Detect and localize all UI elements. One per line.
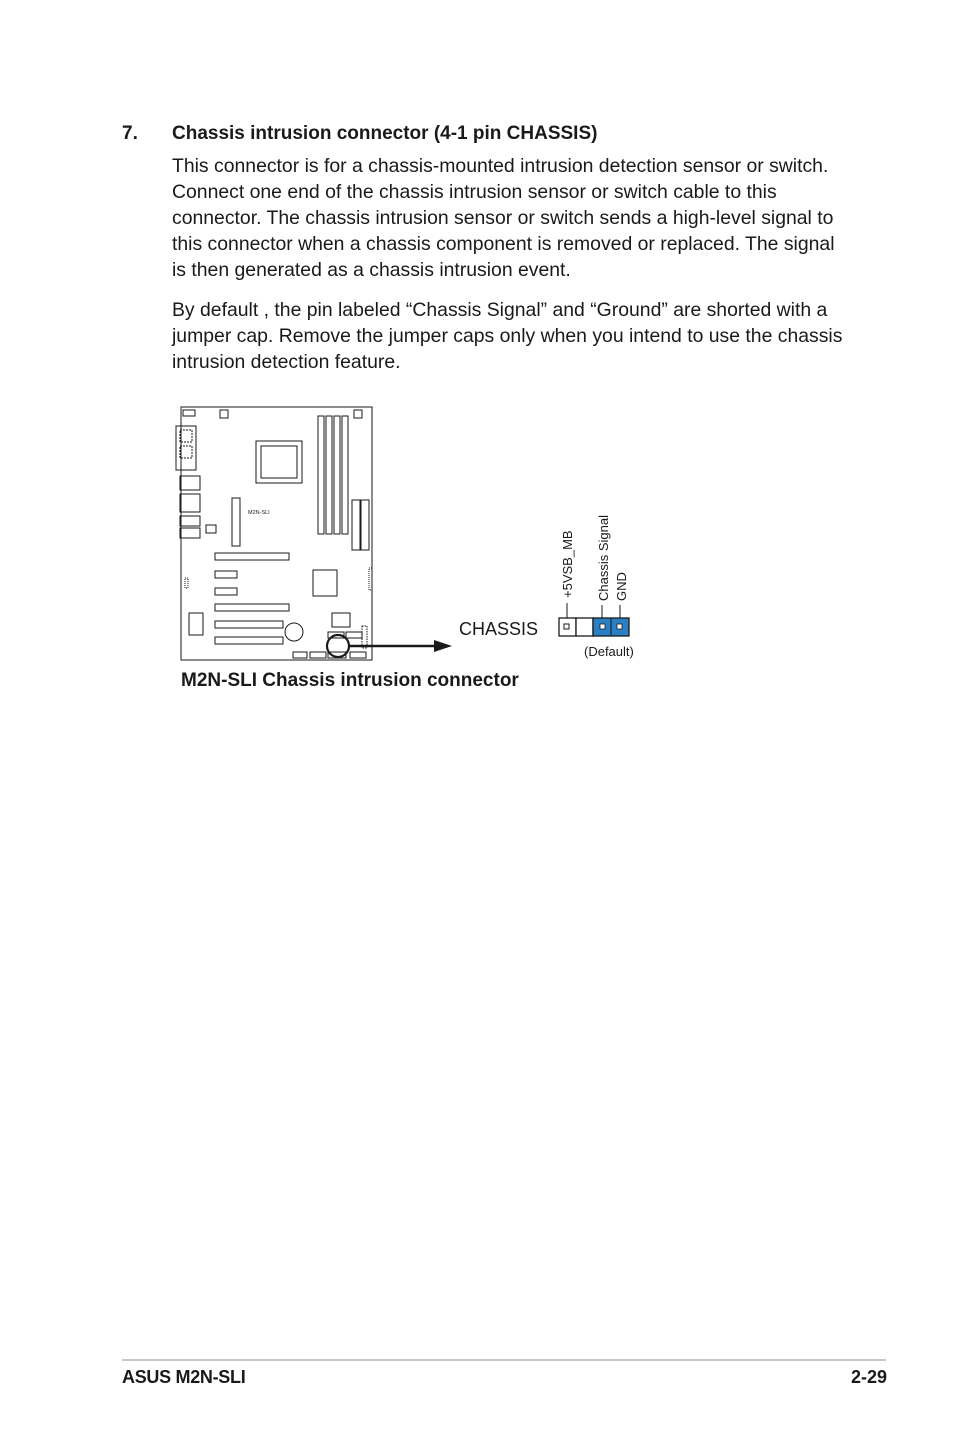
default-note-paragraph: By default , the pin labeled “Chassis Signal” and “Ground” are shorted with a jumper cap. Remove the jumper caps only when you intend to use the chassis intrusion detection feature. [172, 299, 843, 373]
pin-label-gnd: GND [614, 572, 629, 601]
section-number: 7. [122, 123, 138, 144]
section-title: Chassis intrusion connector (4-1 pin CHASSIS) [172, 123, 598, 144]
description-paragraph: This connector is for a chassis-mounted intrusion detection sensor or switch. Connect one end of the chassis intrusion sensor or switch cable to this connector. The chassis intrusion sensor or switch sends a high-level signal to this connector when a chassis component is removed or replaced. The signal is then generated as a chassis intrusion event. [172, 155, 835, 281]
board-label: M2N-SLI [248, 510, 270, 516]
jumper-cap [593, 618, 629, 636]
connector-label: CHASSIS [459, 619, 539, 639]
pointer-arrow [349, 640, 452, 652]
default-label: (Default) [584, 644, 634, 659]
footer-rule [122, 1359, 886, 1361]
pin-label-5vsb: +5VSB_MB [560, 530, 575, 598]
pin-label-chassis-signal: Chassis Signal [596, 515, 611, 601]
diagram-caption: M2N-SLI Chassis intrusion connector [181, 670, 519, 691]
chassis-header [559, 618, 629, 636]
footer-page-number: 2-29 [850, 1367, 887, 1387]
footer-product-name: ASUS M2N-SLI [122, 1367, 246, 1387]
motherboard-layout [176, 407, 372, 660]
